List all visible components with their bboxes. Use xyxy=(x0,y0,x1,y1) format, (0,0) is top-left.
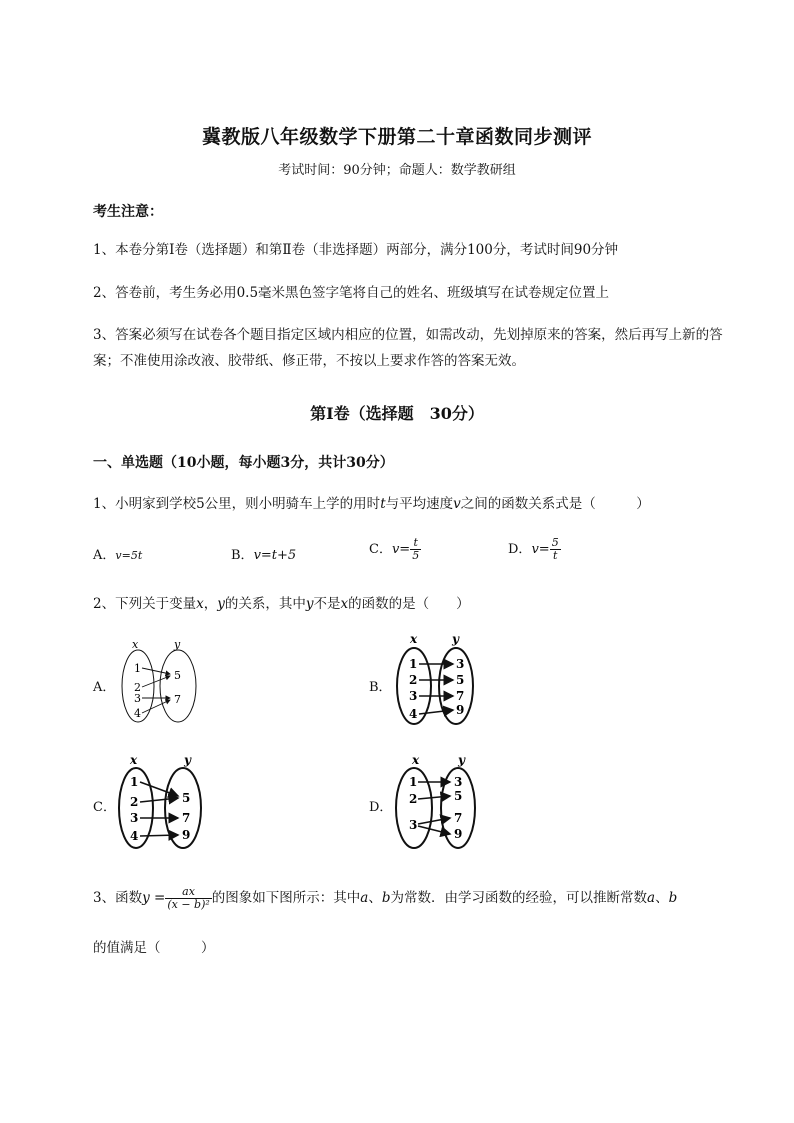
option-label: D． xyxy=(508,542,532,557)
part-heading: 一、单选题（10小题，每小题3分，共计30分） xyxy=(93,455,394,471)
range-value: 7 xyxy=(182,811,191,825)
q2-option-d-label[interactable]: D． xyxy=(369,800,393,815)
domain-value: 1 xyxy=(130,775,139,789)
q3-formula-fraction xyxy=(165,886,211,911)
option-label: A． xyxy=(93,548,116,563)
question-1-stem xyxy=(93,492,650,512)
set-y-label: y xyxy=(184,753,191,767)
option-expr: v= xyxy=(391,542,411,557)
range-value: 5 xyxy=(182,791,191,805)
q3-var-b: b xyxy=(381,890,391,906)
q2-sep: ， xyxy=(203,596,218,612)
domain-value: 2 xyxy=(409,792,418,806)
fraction-num: ax xyxy=(165,886,211,899)
notice-item-3: 3、答案必须写在试卷各个题目指定区域内相应的位置，如需改动，先划掉原来的答案，然后再写上新的答案；不准使用涂改液、胶带纸、修正带，不按以上要求作答的答案无效。 xyxy=(93,327,723,369)
q3-var-a: a xyxy=(360,890,369,906)
range-value: 3 xyxy=(456,657,465,671)
q1-option-a[interactable] xyxy=(93,544,142,563)
q2-option-c-label[interactable]: C． xyxy=(93,800,116,815)
set-x-label: x xyxy=(132,638,139,651)
exam-info: 考试时间：90分钟；命题人：数学教研组 xyxy=(278,163,516,178)
range-value: 7 xyxy=(456,689,465,703)
fraction-den: t xyxy=(552,549,558,562)
q1-var-t: t xyxy=(380,496,386,512)
q2-text-b: 的关系，其中 xyxy=(224,596,306,612)
domain-value: 1 xyxy=(409,775,418,789)
range-value: 3 xyxy=(454,775,463,789)
set-y-label: y xyxy=(458,753,465,767)
domain-value: 3 xyxy=(134,692,141,705)
domain-value: 2 xyxy=(134,681,141,694)
domain-value: 3 xyxy=(409,689,418,703)
q3-text-e: 、 xyxy=(655,890,669,906)
option-expr: v= xyxy=(531,542,550,557)
question-3-stem-cont: 的值满足（ ） xyxy=(93,940,215,956)
q2-var-x: x xyxy=(196,596,204,612)
q2-option-a-label[interactable]: A． xyxy=(93,680,116,695)
q3-text-b: 的图象如下图所示：其中 xyxy=(211,890,361,906)
range-value: 9 xyxy=(182,828,191,842)
q1-text-a: 1、小明家到学校5公里，则小明骑车上学的用时 xyxy=(93,496,381,512)
q3-var-b: b xyxy=(668,890,678,906)
q2-var-y: y xyxy=(217,596,225,612)
question-3-stem xyxy=(93,886,677,911)
domain-value: 4 xyxy=(409,707,418,721)
q1-var-v: v xyxy=(453,496,461,512)
range-value: 7 xyxy=(454,811,463,825)
range-value: 9 xyxy=(454,827,463,841)
option-expr: v=5t xyxy=(115,549,143,562)
q2-var-y: y xyxy=(305,596,314,612)
domain-value: 4 xyxy=(134,707,141,720)
q3-var-a: a xyxy=(647,890,656,906)
option-label: B． xyxy=(231,548,254,563)
q1-text-b: 与平均速度 xyxy=(385,496,454,512)
notice-item-2: 2、答卷前，考生务必用0.5毫米黑色签字笔将自己的姓名、班级填写在试卷规定位置上 xyxy=(93,285,610,301)
set-y-label: y xyxy=(452,632,459,646)
q3-text-d: 为常数．由学习函数的经验，可以推断常数 xyxy=(390,890,647,906)
domain-value: 1 xyxy=(409,657,418,671)
q3-formula-lhs: y = xyxy=(142,890,166,906)
q1-text-c: 之间的函数关系式是（ ） xyxy=(460,496,650,512)
q1-option-b[interactable] xyxy=(231,544,296,563)
fraction-den: (x − b)² xyxy=(167,898,210,911)
q2-text-a: 2、下列关于变量 xyxy=(93,596,197,612)
q2-option-b-label[interactable]: B． xyxy=(369,680,392,695)
range-value: 7 xyxy=(174,693,181,706)
mapping-diagram-d[interactable] xyxy=(392,750,492,855)
range-value: 5 xyxy=(456,673,465,687)
fraction-num: t xyxy=(410,537,421,550)
set-x-label: x xyxy=(410,632,418,646)
range-value: 9 xyxy=(456,703,465,717)
q3-text-a: 3、函数 xyxy=(93,890,143,906)
domain-value: 3 xyxy=(409,818,418,832)
fraction xyxy=(410,537,421,562)
q3-text-c: 、 xyxy=(368,890,382,906)
notice-heading: 考生注意： xyxy=(93,204,163,220)
domain-value: 2 xyxy=(130,795,139,809)
q2-var-x: x xyxy=(340,596,349,612)
option-label: C． xyxy=(369,542,392,557)
q1-option-c[interactable] xyxy=(369,537,421,562)
q2-text-c: 不是 xyxy=(313,596,341,612)
domain-value: 3 xyxy=(130,811,139,825)
fraction xyxy=(550,537,561,562)
domain-value: 4 xyxy=(130,829,139,843)
fraction-den: 5 xyxy=(412,549,420,562)
domain-value: 2 xyxy=(409,673,418,687)
page-title: 冀教版八年级数学下册第二十章函数同步测评 xyxy=(201,126,592,148)
mapping-diagram-a[interactable] xyxy=(116,636,216,726)
mapping-diagram-c[interactable] xyxy=(116,750,216,855)
range-value: 5 xyxy=(174,669,181,682)
question-2-stem xyxy=(93,592,470,612)
notice-item-1: 1、本卷分第Ⅰ卷（选择题）和第Ⅱ卷（非选择题）两部分，满分100分，考试时间90分钟 xyxy=(93,242,619,258)
q1-option-d[interactable] xyxy=(508,537,561,562)
domain-value: 1 xyxy=(134,662,141,675)
fraction-num: 5 xyxy=(551,536,559,549)
q2-text-d: 的函数的是（ ） xyxy=(348,596,470,612)
mapping-diagram-b[interactable] xyxy=(392,630,492,730)
section-title: 第Ⅰ卷（选择题 30分） xyxy=(310,404,484,423)
set-x-label: x xyxy=(130,753,138,767)
option-expr: v=t+5 xyxy=(253,548,297,563)
range-value: 5 xyxy=(454,789,463,803)
set-y-label: y xyxy=(174,638,181,651)
set-x-label: x xyxy=(412,753,420,767)
